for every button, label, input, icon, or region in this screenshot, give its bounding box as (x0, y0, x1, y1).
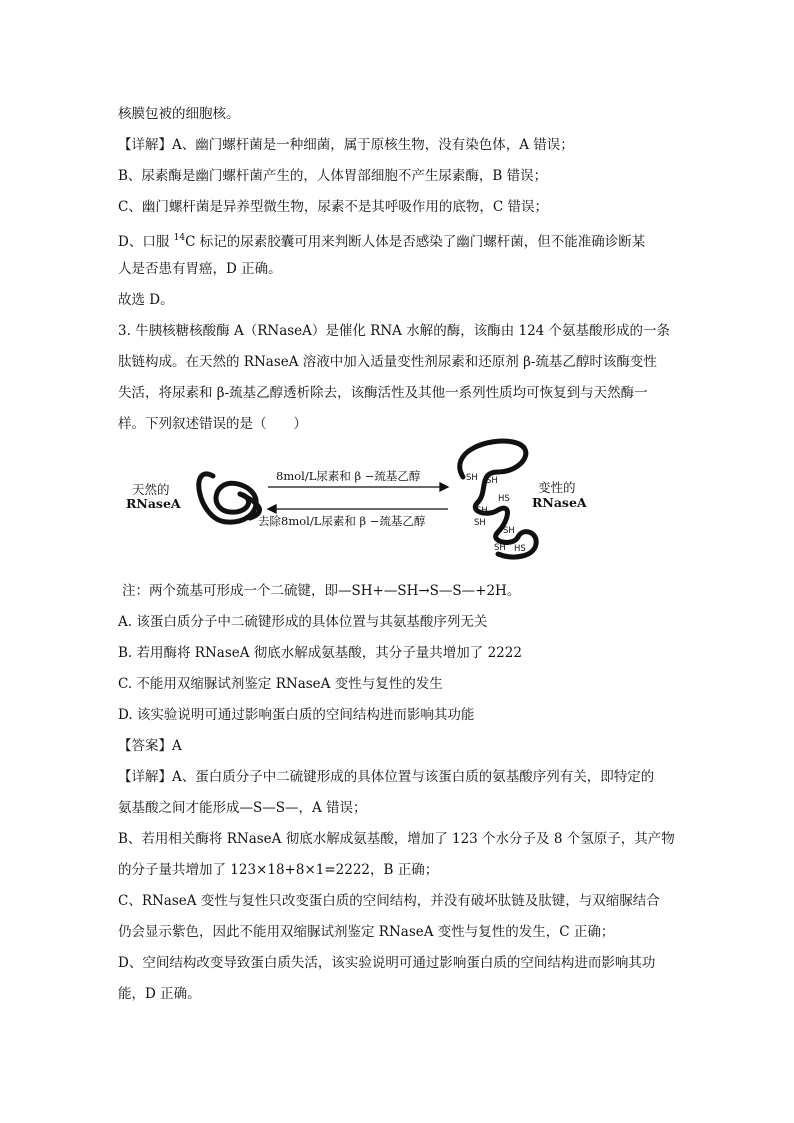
text-span: D、口服 (118, 234, 174, 250)
explanation-line: 仍会显示紫色，因此不能用双缩脲试剂鉴定 RNaseA 变性与复性的发生，C 正确； (118, 924, 615, 940)
question-line: 3. 牛胰核糖核酸酶 A（RNaseA）是催化 RNA 水解的酶，该酶由 124 个氨基酸形成的一条 (118, 323, 671, 339)
arrow-top-label: 8mol/L尿素和 β −巯基乙醇 (276, 469, 421, 483)
answer-line: 【答案】A (118, 738, 182, 754)
question-line: 失活，将尿素和 β-巯基乙醇透析除去，该酶活性及其他一系列性质均可恢复到与天然酶一 (118, 385, 648, 401)
question-line: 样。下列叙述错误的是（ ） (118, 416, 307, 432)
rnase-figure (118, 432, 598, 572)
superscript: 14 (173, 233, 186, 243)
sulfhydryl-label: SH (503, 526, 515, 536)
explanation-line: D、空间结构改变导致蛋白质失活，该实验说明可通过影响蛋白质的空间结构进而影响其功 (118, 955, 656, 971)
text-line: 核膜包被的细胞核。 (118, 106, 240, 122)
explanation-line: 氨基酸之间才能形成—S—S—，A 错误； (118, 800, 367, 816)
option-a: A. 该蛋白质分子中二硫键形成的具体位置与其氨基酸序列无关 (118, 614, 488, 630)
arrow-bottom-label: 去除8mol/L尿素和 β −巯基乙醇 (258, 514, 426, 528)
sulfhydryl-label: SH (466, 473, 478, 483)
explanation-line: C、幽门螺杆菌是异养型微生物，尿素不是其呼吸作用的底物，C 错误； (118, 199, 548, 215)
question-line: 肽链构成。在天然的 RNaseA 溶液中加入适量变性剂尿素和还原剂 β-巯基乙醇时该酶变性 (118, 354, 657, 370)
explanation-line: C、RNaseA 变性与复性只改变蛋白质的空间结构，并没有破坏肽链及肽键，与双缩脲结合 (118, 893, 660, 909)
sulfhydryl-label: HS (498, 494, 510, 504)
explanation-line: 人是否患有胃癌，D 正确。 (118, 261, 282, 277)
sulfhydryl-label: SH (494, 543, 506, 553)
text-span: C 标记的尿素胶囊可用来判断人体是否感染了幽门螺杆菌，但不能准确诊断某 (185, 234, 646, 250)
native-label-name: RNaseA (126, 496, 181, 511)
explanation-line: 【详解】A、蛋白质分子中二硫键形成的具体位置与该蛋白质的氨基酸序列有关，即特定的 (118, 769, 655, 785)
sulfhydryl-label: SH (474, 518, 486, 528)
sulfhydryl-label: SH (486, 476, 498, 486)
figure-note: 注：两个巯基可形成一个二硫键，即—SH+—SH→S—S—+2H。 (122, 583, 521, 599)
explanation-line: 能，D 正确。 (118, 986, 201, 1002)
sulfhydryl-label: HS (514, 544, 526, 554)
native-protein-icon (199, 474, 260, 522)
reaction-arrows (268, 483, 448, 513)
option-d: D. 该实验说明可通过影响蛋白质的空间结构进而影响其功能 (118, 707, 475, 723)
denatured-label: 变性的 (538, 480, 576, 495)
explanation-line: B、尿素酶是幽门螺杆菌产生的，人体胃部细胞不产生尿素酶，B 错误； (118, 168, 548, 184)
explanation-line: 【详解】A、幽门螺杆菌是一种细菌，属于原核生物，没有染色体，A 错误； (118, 137, 574, 153)
sulfhydryl-label: SH (476, 506, 488, 516)
option-c: C. 不能用双缩脲试剂鉴定 RNaseA 变性与复性的发生 (118, 676, 443, 692)
explanation-line: 的分子量共增加了 123×18+8×1=2222，B 正确； (118, 862, 439, 878)
explanation-line (118, 228, 683, 252)
native-label: 天然的 (132, 482, 170, 497)
denatured-label-name: RNaseA (532, 495, 587, 510)
answer-choice-line: 故选 D。 (118, 292, 174, 308)
figure-drawing (118, 432, 598, 572)
explanation-line: B、若用相关酶将 RNaseA 彻底水解成氨基酸，增加了 123 个水分子及 8 个氢原子，其产物 (118, 831, 675, 847)
option-b: B. 若用酶将 RNaseA 彻底水解成氨基酸，其分子量共增加了 2222 (118, 645, 522, 661)
